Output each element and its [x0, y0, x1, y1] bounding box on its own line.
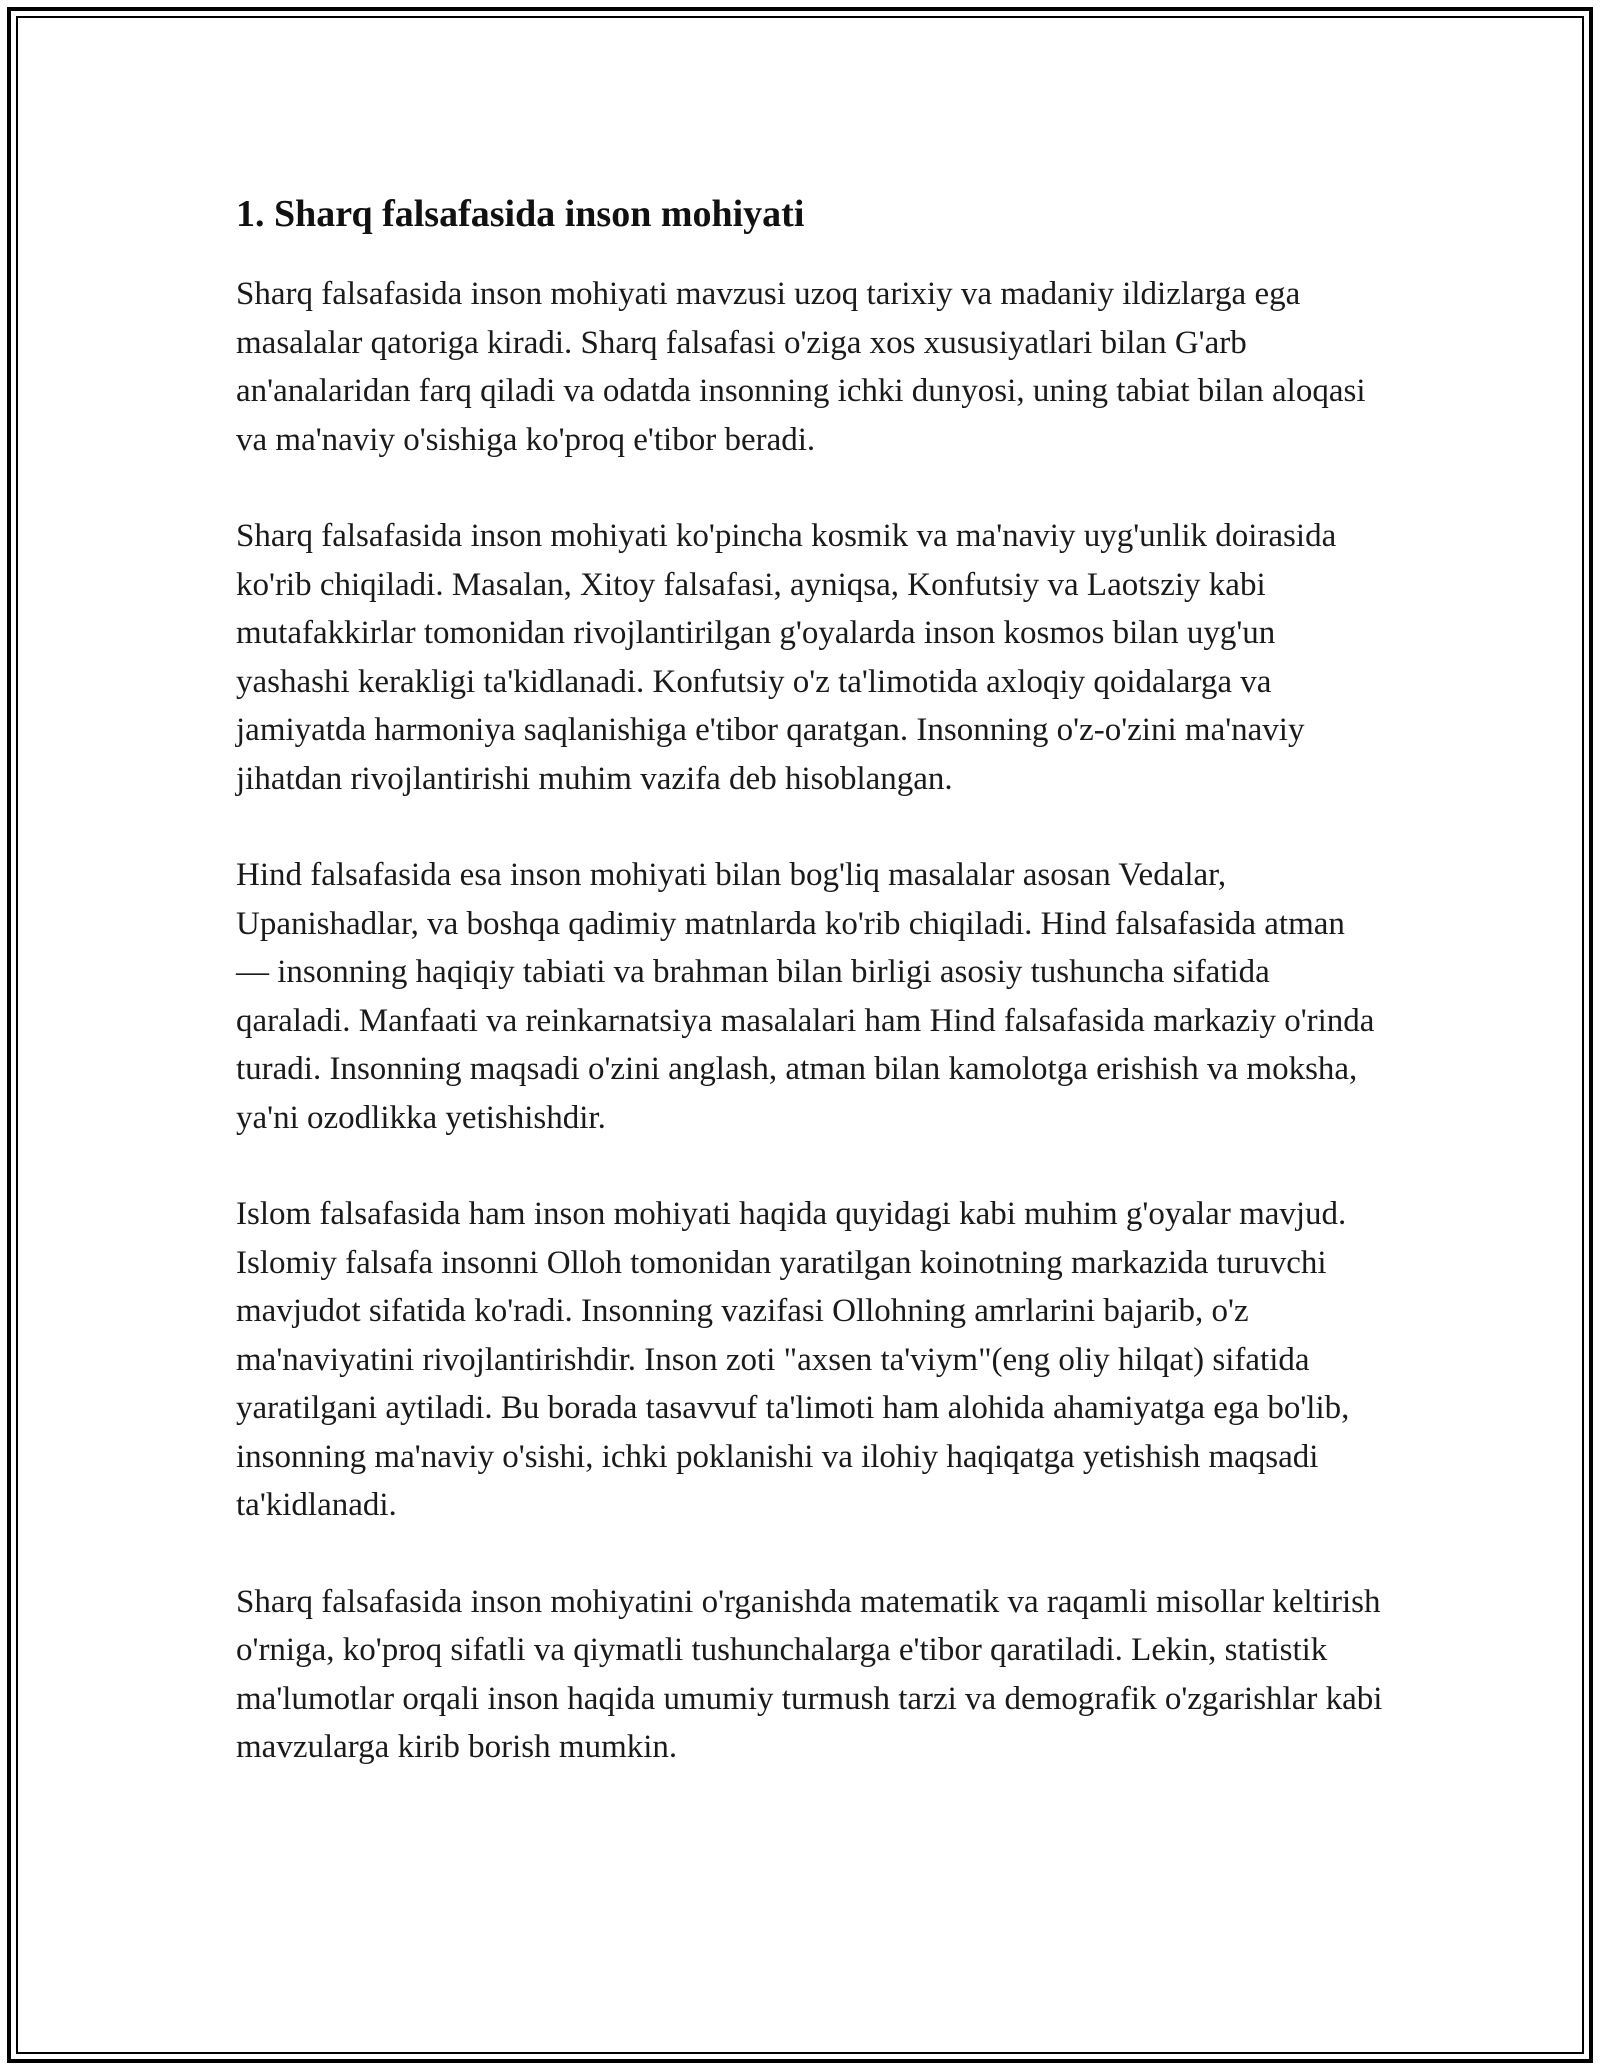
section-heading: 1. Sharq falsafasida inson mohiyati — [236, 193, 805, 235]
paragraph-chinese-philosophy: Sharq falsafasida inson mohiyati ko'pincha kosmik va ma'naviy uyg'unlik doirasida ko'rib chiqiladi. Masalan, Xitoy falsafasi, ayniqsa, Konfutsiy va Laotsziy kabi mutafakkirlar tomonidan rivojlantirilgan g'oyalarda inson kosmos bilan uyg'un yashashi kerakligi ta'kidlanadi. Konfutsiy o'z ta'limotida axloqiy qoidalarga va jamiyatda harmoniya saqlanishiga e'tibor qaratgan. Insonning o'z-o'zini ma'naviy jihatdan rivojlantirishi muhim vazifa deb hisoblangan. — [236, 518, 1337, 797]
paragraph-conclusion: Sharq falsafasida inson mohiyatini o'rganishda matematik va raqamli misollar keltirish o'rniga, ko'proq sifatli va qiymatli tushunchalarga e'tibor qaratiladi. Lekin, statistik ma'lumotlar orqali inson haqida umumiy turmush tarzi va demografik o'zgarishlar kabi mavzularga kirib borish mumkin. — [236, 1583, 1383, 1765]
paragraph-indian-philosophy: Hind falsafasida esa inson mohiyati bilan bog'liq masalalar asosan Vedalar, Upanishadlar, va boshqa qadimiy matnlarda ko'rib chiqiladi. Hind falsafasida atman — insonning haqiqiy tabiati va brahman bilan birligi asosiy tushuncha sifatida qaraladi. Manfaati va reinkarnatsiya masalalari ham Hind falsafasida markaziy o'rinda turadi. Insonning maqsadi o'zini anglash, atman bilan kamolotga erishish va moksha, ya'ni ozodlikka yetishishdir. — [236, 857, 1375, 1136]
paragraph-islamic-philosophy: Islom falsafasida ham inson mohiyati haqida quyidagi kabi muhim g'oyalar mavjud. Islomiy falsafa insonni Olloh tomonidan yaratilgan koinotning markazida turuvchi mavjudot sifatida ko'radi. Insonning vazifasi Ollohning amrlarini bajarib, o'z ma'naviyatini rivojlantirishdir. Inson zoti "axsen ta'viym"(eng oliy hilqat) sifatida yaratilgani aytiladi. Bu borada tasavvuf ta'limoti ham alohida ahamiyatga ega bo'lib, insonning ma'naviy o'sishi, ichki poklanishi va ilohiy haqiqatga yetishish maqsadi ta'kidlanadi. — [236, 1196, 1350, 1523]
paragraph-intro: Sharq falsafasida inson mohiyati mavzusi uzoq tarixiy va madaniy ildizlarga ega masalalar qatoriga kiradi. Sharq falsafasi o'ziga xos xususiyatlari bilan G'arb an'analaridan farq qiladi va odatda insonning ichki dunyosi, uning tabiat bilan aloqasi va ma'naviy o'sishiga ko'proq e'tibor beradi. — [236, 276, 1366, 458]
document-body — [236, 186, 1386, 1820]
